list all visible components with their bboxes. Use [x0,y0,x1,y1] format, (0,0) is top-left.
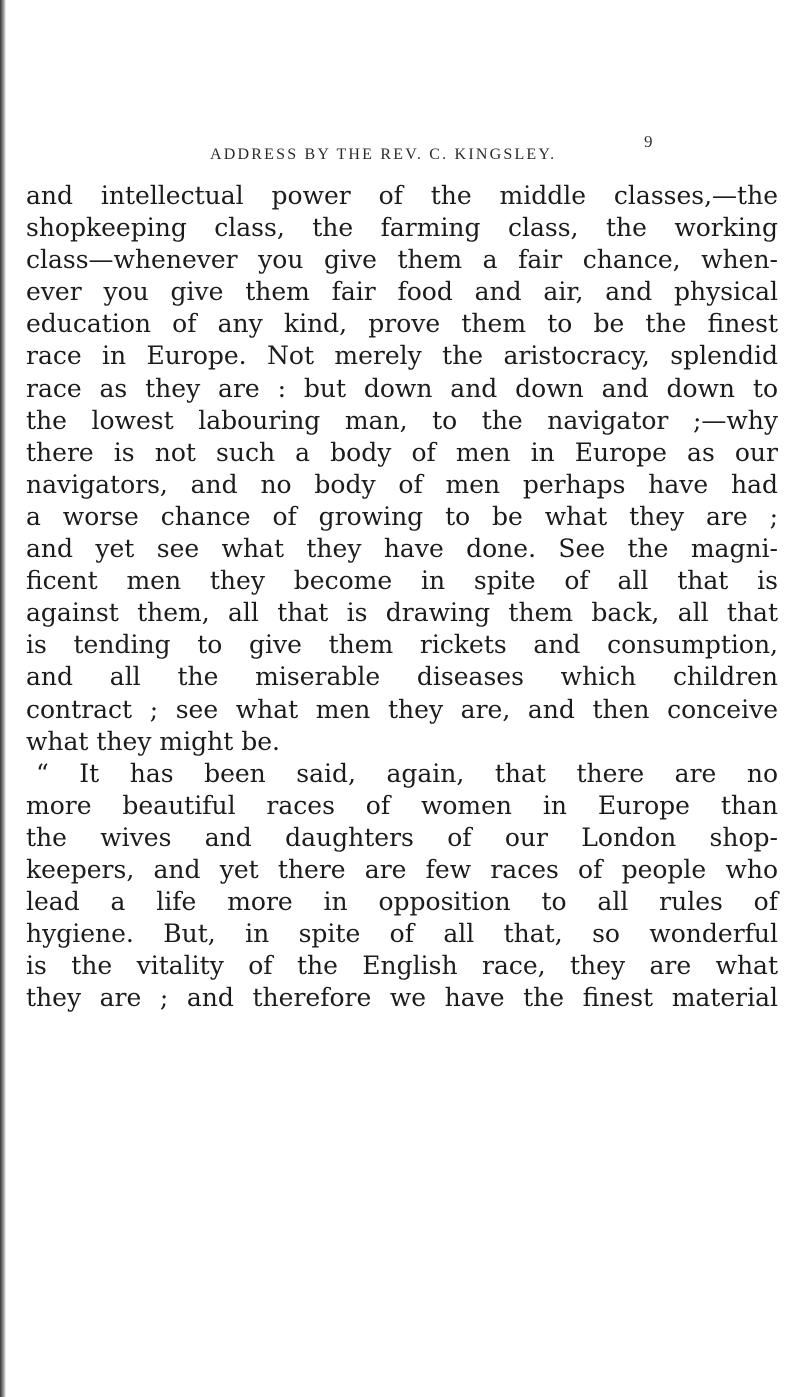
text-line: shopkeeping class, the farming class, the working [26,213,778,243]
text-line: lead a life more in opposition to all rules of [26,887,778,917]
text-line: and yet see what they have done. See the magni- [26,534,778,564]
text-line: navigators, and no body of men perhaps have had [26,469,778,499]
text-line: race in Europe. Not merely the aristocracy, splendid [26,341,778,371]
text-line: is the vitality of the English race, they are what [26,951,778,981]
text-line: ever you give them fair food and air, and physical [26,277,778,307]
text-line: the lowest labouring man, to the navigator ;—why [26,405,778,435]
text-line: race as they are : but down and down and down to [26,373,778,403]
body-text [26,180,778,1014]
text-line: is tending to give them rickets and consumption, [26,630,778,660]
page-number: 9 [644,132,653,151]
text-line: education of any kind, prove them to be the finest [26,309,778,339]
text-line: contract ; see what men they are, and then conceive [26,694,778,724]
text-line: against them, all that is drawing them back, all that [26,598,778,628]
text-line: there is not such a body of men in Europe as our [26,437,778,467]
text-line: a worse chance of growing to be what they are ; [26,501,778,531]
text-line: hygiene. But, in spite of all that, so wonderful [26,919,778,949]
running-head: ADDRESS BY THE REV. C. KINGSLEY. [210,146,557,163]
text-line: more beautiful races of women in Europe than [26,790,778,820]
page-binding-edge [0,0,6,1397]
text-line: “ It has been said, again, that there are no [36,758,778,788]
text-line: they are ; and therefore we have the finest material [26,983,778,1013]
text-line: what they might be. [26,726,280,756]
text-line: ficent men they become in spite of all that is [26,566,778,596]
text-line: and all the miserable diseases which children [26,662,778,692]
text-line: class—whenever you give them a fair chance, when- [26,245,778,275]
text-line: keepers, and yet there are few races of people who [26,854,778,884]
text-line: the wives and daughters of our London shop- [26,822,778,852]
text-line: and intellectual power of the middle classes,—the [26,181,778,210]
